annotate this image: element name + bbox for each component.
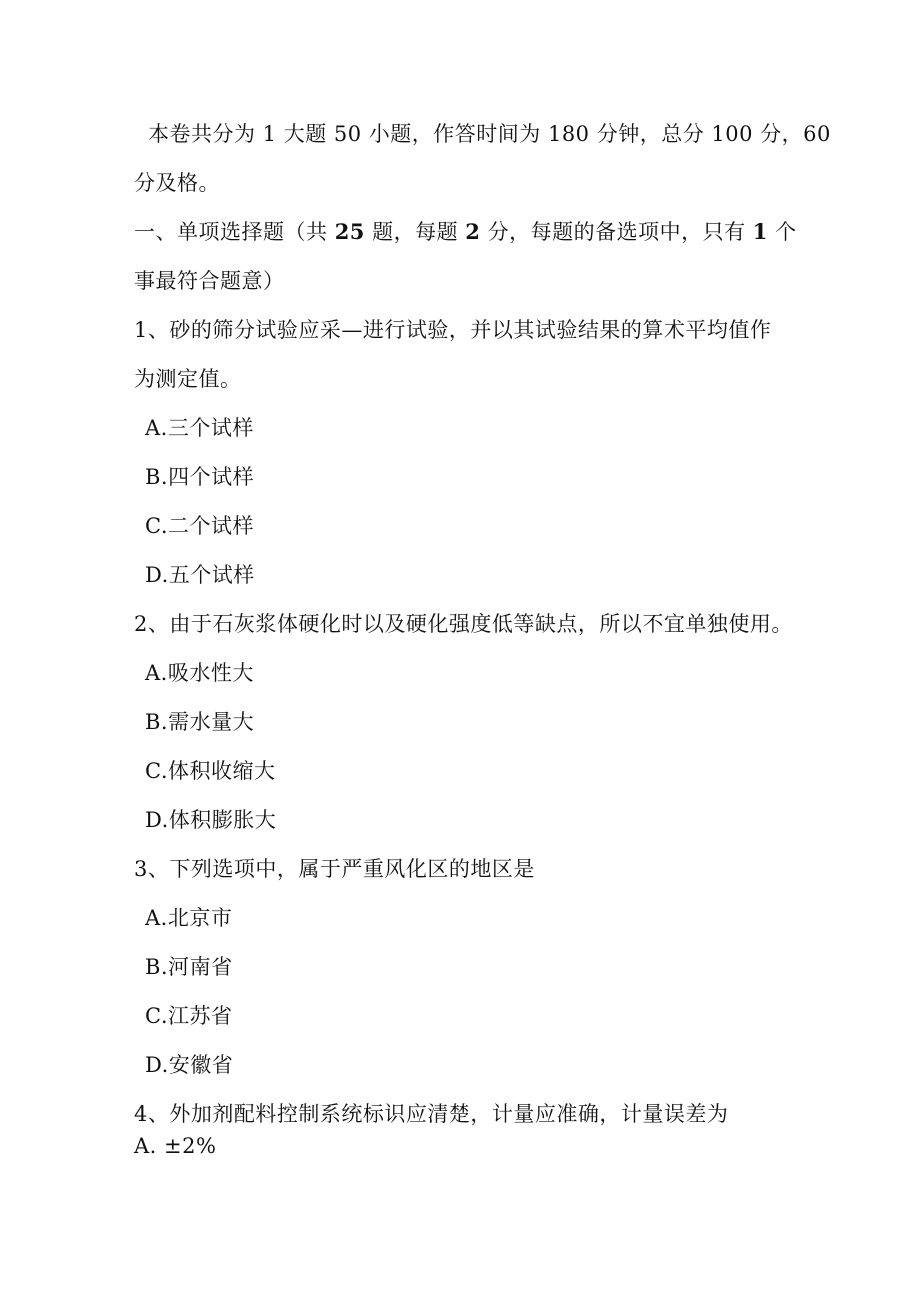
question-2-option-b: B.需水量大: [145, 710, 255, 734]
question-4-option-a: A. ±2%: [134, 1134, 217, 1158]
question-3-stem: 3、下列选项中，属于严重风化区的地区是: [134, 857, 535, 881]
section-heading-suffix: 个: [767, 220, 797, 244]
section-answer-count: 1: [752, 219, 768, 244]
question-2-option-d: D.体积膨胀大: [145, 808, 277, 832]
section-heading-mid2: 分，每题的备选项中，只有: [480, 220, 753, 244]
intro-line-2: 分及格。: [134, 171, 220, 195]
question-1-option-c: C.二个试样: [145, 514, 254, 538]
section-heading-line-2: 事最符合题意）: [134, 269, 285, 293]
question-2-option-a: A.吸水性大: [145, 661, 254, 685]
intro-line-1: 本卷共分为 1 大题 50 小题，作答时间为 180 分钟，总分 100 分，60: [148, 122, 831, 146]
question-3-option-b: B.河南省: [145, 955, 233, 979]
question-2-option-c: C.体积收缩大: [145, 759, 276, 783]
question-3-option-a: A.北京市: [145, 906, 233, 930]
question-1-stem-line-1: 1、砂的筛分试验应采—进行试验，并以其试验结果的算术平均值作: [134, 318, 772, 342]
question-3-option-c: C.江苏省: [145, 1004, 233, 1028]
section-heading: [134, 218, 797, 246]
question-1-stem-line-2: 为测定值。: [134, 367, 242, 391]
section-heading-mid1: 题，每题: [364, 220, 466, 244]
question-3-option-d: D.安徽省: [145, 1053, 234, 1077]
question-1-option-d: D.五个试样: [145, 563, 255, 587]
question-1-option-b: B.四个试样: [145, 465, 255, 489]
section-question-score: 2: [465, 219, 481, 244]
section-question-count: 25: [334, 219, 365, 244]
question-1-option-a: A.三个试样: [145, 416, 254, 440]
question-4-stem: 4、外加剂配料控制系统标识应清楚，计量应准确，计量误差为: [134, 1102, 729, 1126]
section-heading-prefix: 一、单项选择题（共: [134, 220, 335, 244]
question-2-stem: 2、由于石灰浆体硬化时以及硬化强度低等缺点，所以不宜单独使用。: [134, 612, 793, 636]
